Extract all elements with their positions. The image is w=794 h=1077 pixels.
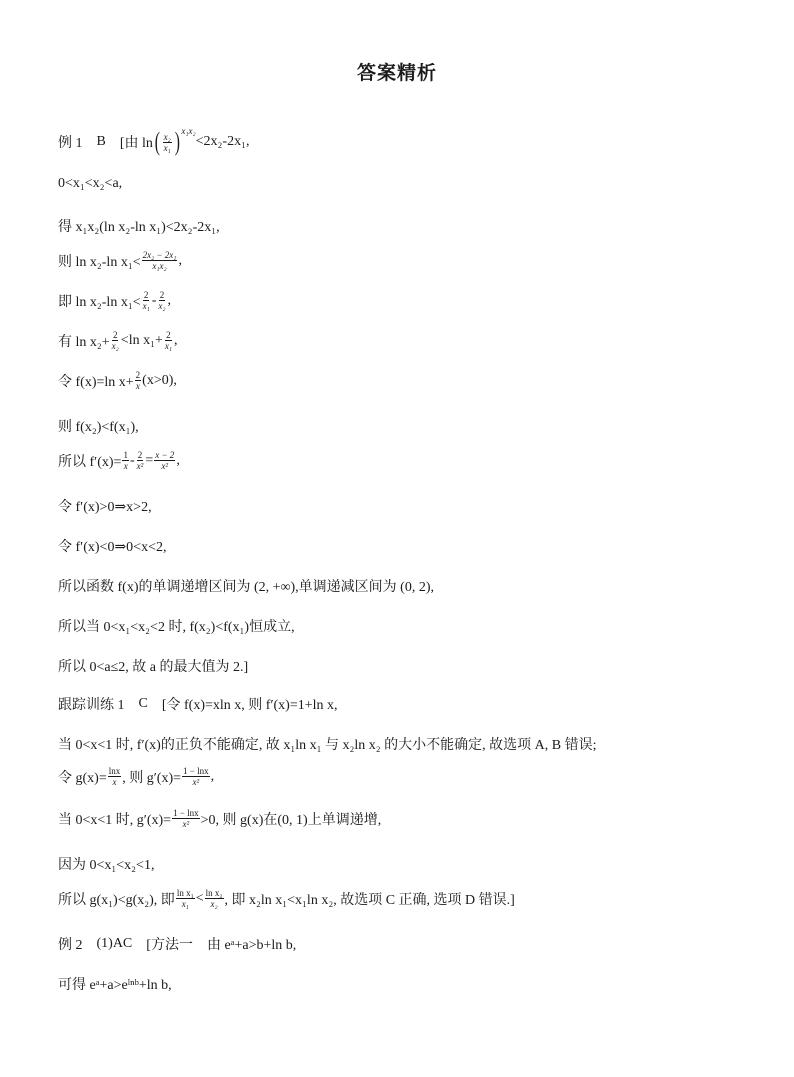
exponent: x₁x₂ — [181, 126, 196, 136]
text: <2x₂-2x₁, — [195, 134, 250, 149]
line: 所以 0<a≤2, 故 a 的最大值为 2.] — [58, 660, 249, 675]
fraction: $\frac{1 - \ln x}{\text{x²}}$ — [183, 766, 209, 787]
fraction: $\frac{\ln x}{x}$ — [108, 766, 121, 787]
paren-fraction: ( $\frac{\text{x₂}}{\text{x₁}}$ ) — [154, 127, 180, 156]
fraction: $\frac{2}{\text{x₂}}$ — [111, 330, 119, 351]
fraction: $\frac{1 - \ln x}{\text{x²}}$ — [173, 808, 199, 829]
text: (x>0), — [142, 372, 177, 388]
text: <ln x₁+ — [120, 332, 163, 348]
fraction: $\frac{2}{\text{x₁}}$ — [142, 290, 150, 311]
text: , — [173, 332, 178, 348]
line — [58, 808, 381, 829]
text: 有 ln x₂+ — [58, 334, 110, 350]
fraction: $\frac{2}{x}$ — [135, 370, 141, 391]
text: , — [178, 252, 182, 268]
text: < — [195, 890, 204, 906]
text: 所以 g(x₁)<g(x₂), 即 — [58, 892, 175, 908]
text: [令 f(x)=xln x, 则 f′(x)=1+ln x, — [161, 698, 338, 713]
fraction: $\frac{x - 2}{\text{x²}}$ — [155, 450, 175, 471]
text: , 即 x₂ln x₁<x₁ln x₂, 故选项 C 正确, 选项 D 错误.] — [224, 892, 515, 908]
text: 令 f(x)=ln x+ — [58, 374, 134, 390]
line: 所以函数 f(x)的单调递增区间为 (2, +∞),单调递减区间为 (0, 2), — [58, 580, 435, 595]
text: - — [129, 452, 135, 468]
line: 则 f(x₂)<f(x₁), — [58, 420, 139, 435]
fraction: $\frac{\text{x₂}}{\text{x₁}}$ — [163, 131, 171, 153]
line: 得 x₁x₂(ln x₂-ln x₁)<2x₂-2x₁, — [58, 220, 220, 235]
page-title: 答案精析 — [356, 62, 437, 84]
line — [58, 766, 214, 787]
text: , — [176, 452, 180, 468]
line: 所以当 0<x₁<x₂<2 时, f(x₂)<f(x₁)恒成立, — [58, 620, 295, 635]
answer-choice: (1)AC — [96, 936, 133, 951]
line — [58, 450, 180, 471]
line-practice1 — [58, 694, 338, 714]
practice-label: 跟踪训练 1 — [58, 698, 125, 713]
fraction: $\frac{\text{ln x₂}}{\text{x₂}}$ — [205, 888, 223, 909]
line: 0<x₁<x₂<a, — [58, 176, 123, 191]
text: , 则 g′(x)= — [122, 770, 182, 786]
line-example1-intro — [58, 126, 250, 156]
text: 令 g(x)= — [58, 770, 107, 786]
fraction: $\frac{\text{2x₂ − 2x₁}}{\text{x₁x₂}}$ — [142, 250, 177, 271]
text: , — [210, 768, 215, 784]
line — [58, 330, 177, 351]
line: 令 f′(x)>0⇒x>2, — [58, 500, 152, 515]
text: 即 ln x₂-ln x₁< — [58, 294, 141, 310]
fraction: $\frac{2}{\text{x²}}$ — [136, 450, 144, 471]
line: 因为 0<x₁<x₂<1, — [58, 858, 155, 873]
text: 所以 f′(x)= — [58, 454, 122, 470]
fraction: $\frac{1}{x}$ — [123, 450, 128, 471]
text: - — [151, 292, 157, 308]
text: [方法一 — [146, 938, 193, 953]
line: 当 0<x<1 时, f′(x)的正负不能确定, 故 x₁ln x₁ 与 x₂ln x₂ 的大小不能确定, 故选项 A, B 错误; — [58, 738, 597, 753]
text: [由 ln — [119, 136, 153, 151]
example-label: 例 1 — [58, 136, 83, 151]
text: 则 ln x₂-ln x₁< — [58, 254, 141, 270]
text: , — [167, 292, 172, 308]
text: >0, 则 g(x)在(0, 1)上单调递增, — [200, 812, 382, 828]
line — [58, 888, 515, 909]
fraction: $\frac{2}{\text{x₂}}$ — [158, 290, 166, 311]
line: 令 f′(x)<0⇒0<x<2, — [58, 540, 167, 555]
line-example2 — [58, 934, 296, 954]
text: 当 0<x<1 时, g′(x)= — [58, 812, 172, 828]
text: 由 eᵃ+a>b+ln b, — [206, 938, 297, 953]
example-label: 例 2 — [58, 938, 83, 953]
line — [58, 290, 171, 311]
answer-choice: C — [138, 696, 148, 711]
line — [58, 370, 177, 391]
answer-choice: B — [96, 134, 106, 149]
line: 可得 eᵃ+a>eˡⁿᵇ+ln b, — [58, 978, 172, 993]
fraction: $\frac{\text{ln x₁}}{\text{x₁}}$ — [176, 888, 194, 909]
text: = — [145, 452, 154, 468]
fraction: $\frac{2}{\text{x₁}}$ — [164, 330, 172, 351]
line — [58, 250, 182, 271]
